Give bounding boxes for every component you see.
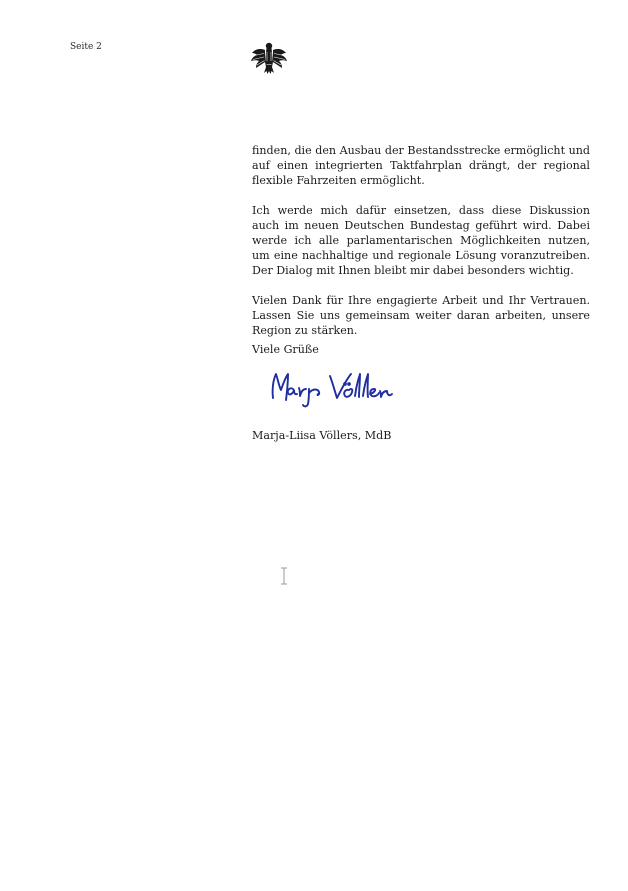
paragraph-commitment: Ich werde mich dafür einsetzen, dass diese Diskussion auch im neuen Deutschen Bundestag geführt wird. Dabei werde ich alle parlamentarischen Möglichkeiten nutzen, um eine nachhaltige und regionale Lösung voranzutreiben. Der Dialog mit Ihnen bleibt mir dabei besonders wichtig. xyxy=(252,204,590,277)
closing-salutation: Viele Grüße xyxy=(252,343,319,356)
paragraph-continuation: finden, die den Ausbau der Bestandsstrecke ermöglicht und auf einen integrierten Taktfahrplan drängt, der regional flexible Fahrzeiten ermöglicht. xyxy=(252,144,590,187)
letter-body xyxy=(252,143,590,353)
bundestag-eagle-icon xyxy=(251,40,287,76)
sender-name: Marja-Liisa Völlers, MdB xyxy=(252,429,392,442)
handwritten-signature xyxy=(263,366,398,410)
paragraph-thanks: Vielen Dank für Ihre engagierte Arbeit und Ihr Vertrauen. Lassen Sie uns gemeinsam weiter daran arbeiten, unsere Region zu stärken. xyxy=(252,294,590,337)
page-number: Seite 2 xyxy=(70,42,102,52)
text-cursor-icon xyxy=(279,567,289,585)
